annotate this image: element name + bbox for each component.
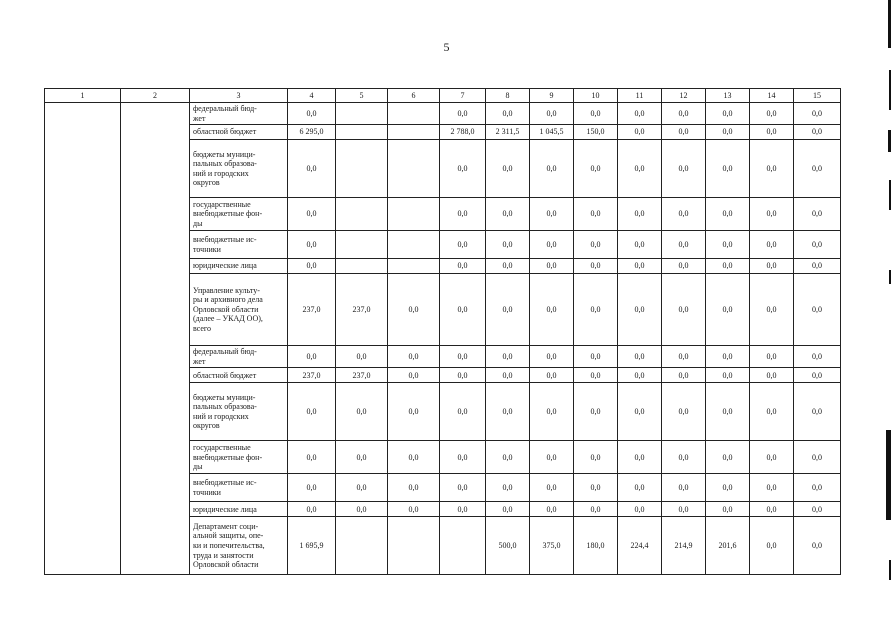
value-cell: 0,0	[662, 140, 706, 198]
row-label: федеральный бюд- жет	[190, 103, 288, 125]
value-cell: 0,0	[794, 502, 841, 517]
value-cell: 0,0	[440, 502, 486, 517]
value-cell: 0,0	[662, 368, 706, 383]
value-cell: 0,0	[750, 198, 794, 231]
value-cell: 0,0	[662, 259, 706, 274]
value-cell: 0,0	[530, 274, 574, 346]
value-cell: 0,0	[750, 125, 794, 140]
value-cell: 0,0	[336, 383, 388, 441]
value-cell: 0,0	[388, 502, 440, 517]
value-cell: 0,0	[750, 259, 794, 274]
value-cell: 0,0	[530, 502, 574, 517]
column-header: 14	[750, 89, 794, 103]
row-label: юридические лица	[190, 259, 288, 274]
row-label: государственные внебюджетные фон- ды	[190, 198, 288, 231]
column-header: 10	[574, 89, 618, 103]
value-cell: 0,0	[288, 383, 336, 441]
value-cell: 0,0	[706, 103, 750, 125]
value-cell: 0,0	[750, 502, 794, 517]
value-cell: 0,0	[486, 259, 530, 274]
value-cell: 0,0	[440, 368, 486, 383]
row-label: федеральный бюд- жет	[190, 346, 288, 368]
column-header: 13	[706, 89, 750, 103]
column-header: 6	[388, 89, 440, 103]
value-cell: 0,0	[706, 198, 750, 231]
value-cell: 0,0	[706, 140, 750, 198]
value-cell: 0,0	[530, 346, 574, 368]
row-label: Управление культу- ры и архивного дела Орловской области (далее – УКАД ОО), всего	[190, 274, 288, 346]
value-cell: 0,0	[750, 517, 794, 575]
value-cell: 0,0	[662, 441, 706, 474]
value-cell: 0,0	[750, 140, 794, 198]
value-cell: 1 045,5	[530, 125, 574, 140]
value-cell: 0,0	[288, 103, 336, 125]
value-cell: 0,0	[750, 103, 794, 125]
value-cell: 0,0	[662, 125, 706, 140]
value-cell: 0,0	[706, 274, 750, 346]
value-cell: 1 695,9	[288, 517, 336, 575]
value-cell: 0,0	[794, 231, 841, 259]
value-cell: 0,0	[530, 383, 574, 441]
value-cell: 0,0	[440, 103, 486, 125]
value-cell: 6 295,0	[288, 125, 336, 140]
col2-cell	[121, 103, 190, 575]
value-cell: 0,0	[618, 383, 662, 441]
value-cell: 0,0	[440, 383, 486, 441]
value-cell: 2 311,5	[486, 125, 530, 140]
value-cell: 0,0	[794, 140, 841, 198]
value-cell: 0,0	[486, 502, 530, 517]
value-cell	[336, 259, 388, 274]
value-cell: 0,0	[336, 441, 388, 474]
value-cell: 0,0	[794, 346, 841, 368]
column-header: 15	[794, 89, 841, 103]
value-cell: 0,0	[530, 474, 574, 502]
value-cell: 0,0	[530, 231, 574, 259]
column-header: 2	[121, 89, 190, 103]
value-cell: 0,0	[662, 103, 706, 125]
value-cell: 0,0	[794, 383, 841, 441]
value-cell: 0,0	[574, 198, 618, 231]
value-cell: 0,0	[388, 383, 440, 441]
value-cell	[388, 259, 440, 274]
value-cell: 0,0	[794, 441, 841, 474]
value-cell: 0,0	[440, 474, 486, 502]
value-cell	[388, 231, 440, 259]
value-cell: 0,0	[530, 259, 574, 274]
column-number-row	[45, 89, 841, 103]
value-cell: 0,0	[530, 198, 574, 231]
value-cell: 0,0	[486, 231, 530, 259]
value-cell: 0,0	[388, 368, 440, 383]
value-cell: 0,0	[336, 346, 388, 368]
value-cell: 0,0	[486, 474, 530, 502]
value-cell: 214,9	[662, 517, 706, 575]
value-cell: 0,0	[388, 441, 440, 474]
row-label: внебюджетные ис- точники	[190, 231, 288, 259]
value-cell: 237,0	[336, 274, 388, 346]
column-header: 9	[530, 89, 574, 103]
value-cell: 0,0	[750, 474, 794, 502]
value-cell: 0,0	[794, 259, 841, 274]
value-cell: 0,0	[706, 231, 750, 259]
table-body	[45, 103, 841, 575]
value-cell: 0,0	[662, 198, 706, 231]
value-cell: 0,0	[750, 368, 794, 383]
value-cell: 0,0	[794, 517, 841, 575]
value-cell: 0,0	[574, 259, 618, 274]
value-cell: 237,0	[336, 368, 388, 383]
value-cell	[336, 517, 388, 575]
value-cell: 0,0	[794, 474, 841, 502]
value-cell: 0,0	[530, 103, 574, 125]
row-label: бюджеты муници- пальных образова- ний и городских округов	[190, 383, 288, 441]
value-cell	[388, 140, 440, 198]
value-cell: 0,0	[288, 231, 336, 259]
value-cell: 0,0	[486, 140, 530, 198]
value-cell	[336, 125, 388, 140]
value-cell: 0,0	[574, 441, 618, 474]
value-cell: 0,0	[706, 502, 750, 517]
column-header: 12	[662, 89, 706, 103]
value-cell: 237,0	[288, 274, 336, 346]
row-label: областной бюджет	[190, 368, 288, 383]
value-cell: 0,0	[574, 502, 618, 517]
value-cell: 0,0	[662, 274, 706, 346]
value-cell: 0,0	[750, 346, 794, 368]
row-label: государственные внебюджетные фон- ды	[190, 441, 288, 474]
value-cell	[388, 517, 440, 575]
value-cell: 0,0	[574, 103, 618, 125]
value-cell: 0,0	[288, 346, 336, 368]
value-cell	[388, 198, 440, 231]
value-cell: 0,0	[794, 103, 841, 125]
value-cell: 0,0	[662, 474, 706, 502]
page-number: 5	[443, 40, 450, 54]
value-cell: 0,0	[706, 441, 750, 474]
value-cell	[388, 125, 440, 140]
value-cell: 237,0	[288, 368, 336, 383]
value-cell: 0,0	[794, 198, 841, 231]
value-cell: 0,0	[618, 502, 662, 517]
value-cell: 375,0	[530, 517, 574, 575]
scan-edge-marks	[883, 0, 893, 640]
column-header: 7	[440, 89, 486, 103]
row-label: бюджеты муници- пальных образова- ний и городских округов	[190, 140, 288, 198]
value-cell: 0,0	[486, 441, 530, 474]
value-cell: 0,0	[794, 274, 841, 346]
value-cell: 0,0	[618, 368, 662, 383]
value-cell: 0,0	[618, 274, 662, 346]
value-cell: 0,0	[750, 231, 794, 259]
value-cell: 0,0	[706, 259, 750, 274]
value-cell: 0,0	[750, 274, 794, 346]
value-cell: 0,0	[486, 274, 530, 346]
value-cell: 0,0	[662, 346, 706, 368]
value-cell: 0,0	[440, 198, 486, 231]
value-cell: 0,0	[618, 346, 662, 368]
value-cell: 0,0	[288, 502, 336, 517]
value-cell: 201,6	[706, 517, 750, 575]
column-header: 8	[486, 89, 530, 103]
value-cell: 0,0	[706, 346, 750, 368]
value-cell: 0,0	[440, 441, 486, 474]
column-header: 3	[190, 89, 288, 103]
value-cell: 0,0	[288, 259, 336, 274]
value-cell: 0,0	[440, 231, 486, 259]
value-cell: 0,0	[706, 125, 750, 140]
row-label: юридические лица	[190, 502, 288, 517]
column-header: 1	[45, 89, 121, 103]
value-cell: 0,0	[574, 346, 618, 368]
value-cell: 0,0	[574, 140, 618, 198]
value-cell: 0,0	[662, 502, 706, 517]
value-cell: 0,0	[618, 231, 662, 259]
value-cell: 0,0	[388, 274, 440, 346]
value-cell: 0,0	[288, 198, 336, 231]
value-cell	[336, 198, 388, 231]
value-cell	[336, 103, 388, 125]
value-cell	[336, 140, 388, 198]
value-cell: 0,0	[618, 198, 662, 231]
value-cell: 0,0	[618, 140, 662, 198]
value-cell: 0,0	[706, 474, 750, 502]
value-cell: 0,0	[336, 502, 388, 517]
value-cell: 0,0	[288, 140, 336, 198]
value-cell: 0,0	[662, 231, 706, 259]
value-cell: 0,0	[618, 259, 662, 274]
column-header: 5	[336, 89, 388, 103]
col1-cell	[45, 103, 121, 575]
value-cell	[336, 231, 388, 259]
value-cell: 0,0	[530, 140, 574, 198]
value-cell: 0,0	[388, 346, 440, 368]
value-cell: 0,0	[574, 383, 618, 441]
budget-table	[44, 88, 841, 575]
value-cell: 224,4	[618, 517, 662, 575]
value-cell: 0,0	[618, 103, 662, 125]
value-cell: 0,0	[440, 274, 486, 346]
value-cell: 0,0	[486, 383, 530, 441]
value-cell: 0,0	[750, 441, 794, 474]
value-cell: 0,0	[486, 368, 530, 383]
value-cell: 0,0	[440, 259, 486, 274]
value-cell: 0,0	[486, 346, 530, 368]
value-cell: 0,0	[750, 383, 794, 441]
column-header: 4	[288, 89, 336, 103]
value-cell: 0,0	[618, 474, 662, 502]
value-cell: 2 788,0	[440, 125, 486, 140]
value-cell: 500,0	[486, 517, 530, 575]
value-cell	[388, 103, 440, 125]
value-cell: 0,0	[794, 368, 841, 383]
value-cell: 0,0	[388, 474, 440, 502]
value-cell: 0,0	[440, 140, 486, 198]
value-cell	[440, 517, 486, 575]
value-cell: 0,0	[618, 125, 662, 140]
value-cell: 180,0	[574, 517, 618, 575]
row-label: Департамент соци- альной защиты, опе- ки и попечительства, труда и занятости Орловской области	[190, 517, 288, 575]
column-header: 11	[618, 89, 662, 103]
value-cell: 0,0	[486, 103, 530, 125]
value-cell: 0,0	[574, 231, 618, 259]
value-cell: 150,0	[574, 125, 618, 140]
row-label: областной бюджет	[190, 125, 288, 140]
value-cell: 0,0	[574, 274, 618, 346]
value-cell: 0,0	[662, 383, 706, 441]
value-cell: 0,0	[440, 346, 486, 368]
value-cell: 0,0	[574, 474, 618, 502]
value-cell: 0,0	[530, 441, 574, 474]
value-cell: 0,0	[794, 125, 841, 140]
value-cell: 0,0	[486, 198, 530, 231]
value-cell: 0,0	[706, 368, 750, 383]
value-cell: 0,0	[574, 368, 618, 383]
value-cell: 0,0	[336, 474, 388, 502]
value-cell: 0,0	[288, 474, 336, 502]
value-cell: 0,0	[288, 441, 336, 474]
value-cell: 0,0	[706, 383, 750, 441]
table-row	[45, 103, 841, 125]
value-cell: 0,0	[530, 368, 574, 383]
row-label: внебюджетные ис- точники	[190, 474, 288, 502]
value-cell: 0,0	[618, 441, 662, 474]
